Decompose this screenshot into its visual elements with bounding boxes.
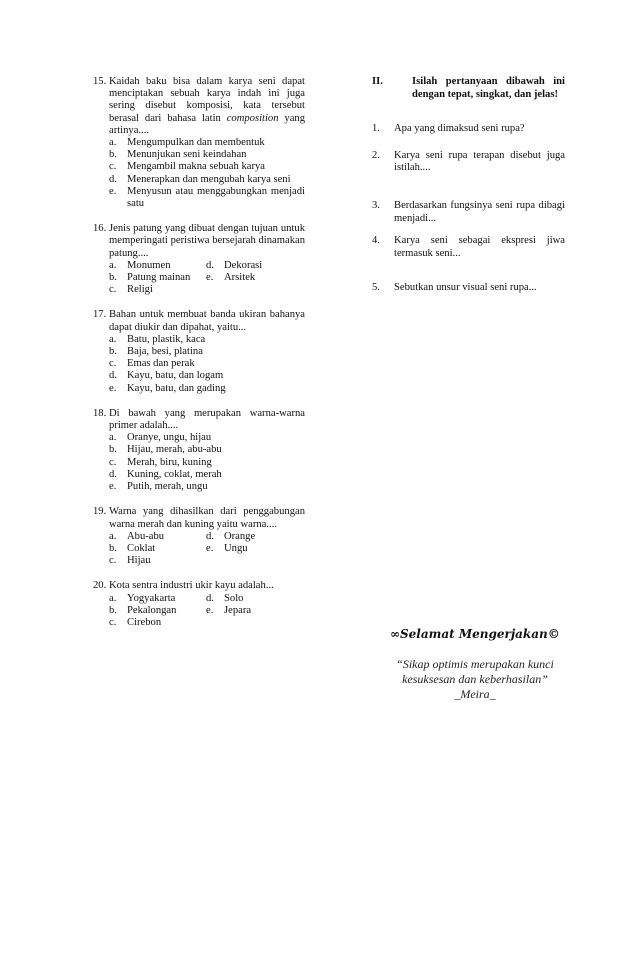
essay-question bbox=[372, 282, 565, 294]
option-letter: b. bbox=[109, 346, 117, 358]
option-text: Kayu, batu, dan logam bbox=[127, 370, 224, 382]
option-letter: d. bbox=[206, 592, 214, 604]
essay-question-number: 2. bbox=[372, 149, 380, 161]
option-text: Pekalongan bbox=[127, 604, 177, 616]
question-text: Jenis patung yang dibuat dengan tujuan untuk memperingati peristiwa bersejarah dinamakan patung.... bbox=[109, 223, 305, 259]
option-cell bbox=[109, 260, 206, 272]
essay-question bbox=[372, 235, 565, 260]
mc-question bbox=[93, 76, 305, 210]
option-text: Jepara bbox=[224, 604, 252, 616]
option-list bbox=[109, 334, 305, 395]
option-letter: a. bbox=[109, 432, 117, 444]
essay-question bbox=[372, 123, 565, 135]
question-stem bbox=[93, 223, 305, 260]
question-text: Di bawah yang merupakan warna-warna primer adalah.... bbox=[109, 407, 305, 432]
option-cell bbox=[109, 543, 206, 555]
question-number: 20. bbox=[93, 580, 107, 592]
question-text: Kota sentra industri ukir kayu adalah... bbox=[109, 580, 274, 592]
option-cell bbox=[206, 260, 262, 272]
mc-question bbox=[93, 506, 305, 567]
option-text: Cirebon bbox=[127, 616, 162, 628]
option-row bbox=[109, 617, 305, 629]
question-text: Bahan untuk membuat banda ukiran bahanya dapat diukir dan dipahat, yaitu... bbox=[109, 309, 305, 333]
option-row bbox=[109, 260, 305, 272]
closing-block bbox=[390, 627, 560, 702]
option-letter: a. bbox=[109, 333, 117, 345]
mc-question bbox=[93, 223, 305, 296]
option-row bbox=[109, 161, 305, 173]
motivational-quote bbox=[390, 657, 560, 702]
essay-question-text: Sebutkan unsur visual seni rupa... bbox=[394, 282, 537, 294]
option-text: Patung mainan bbox=[127, 272, 191, 284]
option-letter: b. bbox=[109, 444, 117, 456]
option-letter: e. bbox=[206, 542, 214, 554]
option-row bbox=[109, 457, 305, 469]
option-letter: e. bbox=[206, 272, 214, 284]
option-letter: d. bbox=[206, 530, 214, 542]
question-stem bbox=[93, 76, 305, 137]
essay-question-list bbox=[372, 123, 565, 294]
option-text: Hijau bbox=[127, 555, 151, 567]
option-list bbox=[109, 260, 305, 297]
option-text: Batu, plastik, kaca bbox=[127, 333, 206, 345]
option-text: Monumen bbox=[127, 259, 171, 271]
essay-question-text: Berdasarkan fungsinya seni rupa dibagi menjadi... bbox=[394, 200, 565, 224]
option-cell bbox=[109, 272, 206, 284]
option-row bbox=[109, 593, 305, 605]
option-letter: b. bbox=[109, 149, 117, 161]
question-number: 16. bbox=[93, 223, 107, 235]
option-cell bbox=[109, 617, 206, 629]
option-letter: c. bbox=[109, 555, 117, 567]
left-column bbox=[93, 76, 305, 642]
closing-greeting: ∞Selamat Mengerjakan© bbox=[390, 627, 560, 641]
option-letter: a. bbox=[109, 137, 117, 149]
option-text: Ungu bbox=[224, 542, 248, 554]
option-text: Menunjukan seni keindahan bbox=[127, 149, 247, 161]
option-row bbox=[109, 444, 305, 456]
section-2-title: Isilah pertanyaan dibawah ini dengan tepat, singkat, dan jelas! bbox=[412, 76, 565, 100]
option-row bbox=[109, 284, 305, 296]
option-cell bbox=[206, 605, 251, 617]
option-text: Putih, merah, ungu bbox=[127, 481, 208, 493]
quote-line-1: “Sikap optimis merupakan kunci bbox=[396, 657, 554, 671]
essay-question-text: Apa yang dimaksud seni rupa? bbox=[394, 123, 525, 135]
option-row bbox=[109, 149, 305, 161]
mc-question bbox=[93, 309, 305, 394]
question-number: 17. bbox=[93, 309, 107, 321]
option-cell bbox=[206, 543, 248, 555]
question-text: Warna yang dihasilkan dari penggabungan warna merah dan kuning yaitu warna.... bbox=[109, 506, 305, 530]
option-letter: b. bbox=[109, 542, 117, 554]
option-row bbox=[109, 358, 305, 370]
option-letter: e. bbox=[206, 604, 214, 616]
question-number: 15. bbox=[93, 76, 107, 87]
option-text: Religi bbox=[127, 284, 153, 296]
option-text: Hijau, merah, abu-abu bbox=[127, 444, 222, 456]
quote-line-2: kesuksesan dan keberhasilan” bbox=[402, 672, 548, 686]
option-cell bbox=[206, 531, 255, 543]
option-letter: e. bbox=[109, 185, 117, 197]
option-text: Kuning, coklat, merah bbox=[127, 468, 222, 480]
essay-question-number: 4. bbox=[372, 235, 380, 247]
mc-question bbox=[93, 408, 305, 493]
option-letter: c. bbox=[109, 284, 117, 296]
option-letter: d. bbox=[109, 468, 117, 480]
option-row bbox=[109, 383, 305, 395]
option-list bbox=[109, 432, 305, 493]
option-letter: d. bbox=[109, 173, 117, 185]
question-text: Kaidah baku bisa dalam karya seni dapat menciptakan sebuah karya indah ini juga sering disebut komposisi, kata tersebut berasal dari bahasa latin composition yang artinya.... bbox=[109, 76, 305, 136]
option-text: Mengambil makna sebuah karya bbox=[127, 161, 265, 173]
option-letter: d. bbox=[206, 259, 214, 271]
essay-question-number: 3. bbox=[372, 200, 380, 212]
option-row bbox=[109, 543, 305, 555]
option-row bbox=[109, 432, 305, 444]
option-row bbox=[109, 174, 305, 186]
mc-question bbox=[93, 580, 305, 629]
option-text: Orange bbox=[224, 530, 256, 542]
right-column bbox=[372, 76, 565, 294]
option-text: Yogyakarta bbox=[127, 592, 176, 604]
option-letter: d. bbox=[109, 370, 117, 382]
option-text: Kayu, batu, dan gading bbox=[127, 382, 226, 394]
option-text: Mengumpulkan dan membentuk bbox=[127, 137, 265, 149]
option-letter: c. bbox=[109, 161, 117, 173]
option-letter: e. bbox=[109, 481, 117, 493]
option-row bbox=[109, 370, 305, 382]
option-text: Arsitek bbox=[224, 272, 256, 284]
option-letter: b. bbox=[109, 272, 117, 284]
section-2-number: II. bbox=[372, 76, 383, 87]
option-text: Menyusun atau menggabungkan menjadi satu bbox=[127, 185, 305, 210]
essay-question-text: Karya seni rupa terapan disebut juga istilah.... bbox=[394, 149, 565, 173]
option-row bbox=[109, 186, 305, 210]
essay-question bbox=[372, 200, 565, 225]
option-text: Baja, besi, platina bbox=[127, 346, 203, 358]
option-text: Solo bbox=[224, 592, 244, 604]
option-row bbox=[109, 272, 305, 284]
option-row bbox=[109, 481, 305, 493]
option-row bbox=[109, 346, 305, 358]
option-row bbox=[109, 469, 305, 481]
option-list bbox=[109, 593, 305, 630]
essay-question bbox=[372, 150, 565, 175]
option-letter: c. bbox=[109, 616, 117, 628]
option-cell bbox=[109, 284, 206, 296]
question-number: 18. bbox=[93, 407, 107, 419]
option-letter: c. bbox=[109, 358, 117, 370]
option-letter: b. bbox=[109, 604, 117, 616]
option-text: Emas dan perak bbox=[127, 358, 195, 370]
option-letter: a. bbox=[109, 592, 117, 604]
option-letter: e. bbox=[109, 382, 117, 394]
option-cell bbox=[206, 593, 243, 605]
essay-question-number: 1. bbox=[372, 123, 380, 135]
option-text: Merah, biru, kuning bbox=[127, 456, 212, 468]
option-text: Dekorasi bbox=[224, 259, 263, 271]
option-row bbox=[109, 605, 305, 617]
option-text: Coklat bbox=[127, 542, 156, 554]
option-cell bbox=[109, 593, 206, 605]
option-list bbox=[109, 531, 305, 568]
option-letter: a. bbox=[109, 530, 117, 542]
option-letter: a. bbox=[109, 259, 117, 271]
option-row bbox=[109, 334, 305, 346]
option-cell bbox=[109, 605, 206, 617]
option-row bbox=[109, 137, 305, 149]
section-2-heading bbox=[372, 76, 565, 101]
option-list bbox=[109, 137, 305, 210]
question-number: 19. bbox=[93, 506, 107, 518]
question-stem bbox=[93, 506, 305, 530]
option-letter: c. bbox=[109, 456, 117, 468]
option-row bbox=[109, 555, 305, 567]
essay-question-text: Karya seni sebagai ekspresi jiwa termasuk seni... bbox=[394, 235, 565, 259]
option-cell bbox=[109, 555, 206, 567]
question-stem bbox=[93, 309, 305, 333]
option-cell bbox=[206, 272, 255, 284]
option-text: Oranye, ungu, hijau bbox=[127, 432, 212, 444]
option-text: Menerapkan dan mengubah karya seni bbox=[127, 173, 291, 185]
quote-author: _Meira_ bbox=[454, 687, 496, 701]
option-row bbox=[109, 531, 305, 543]
essay-question-number: 5. bbox=[372, 282, 380, 294]
option-text: Abu-abu bbox=[127, 530, 165, 542]
question-stem bbox=[93, 580, 305, 592]
question-stem bbox=[93, 408, 305, 432]
option-cell bbox=[109, 531, 206, 543]
